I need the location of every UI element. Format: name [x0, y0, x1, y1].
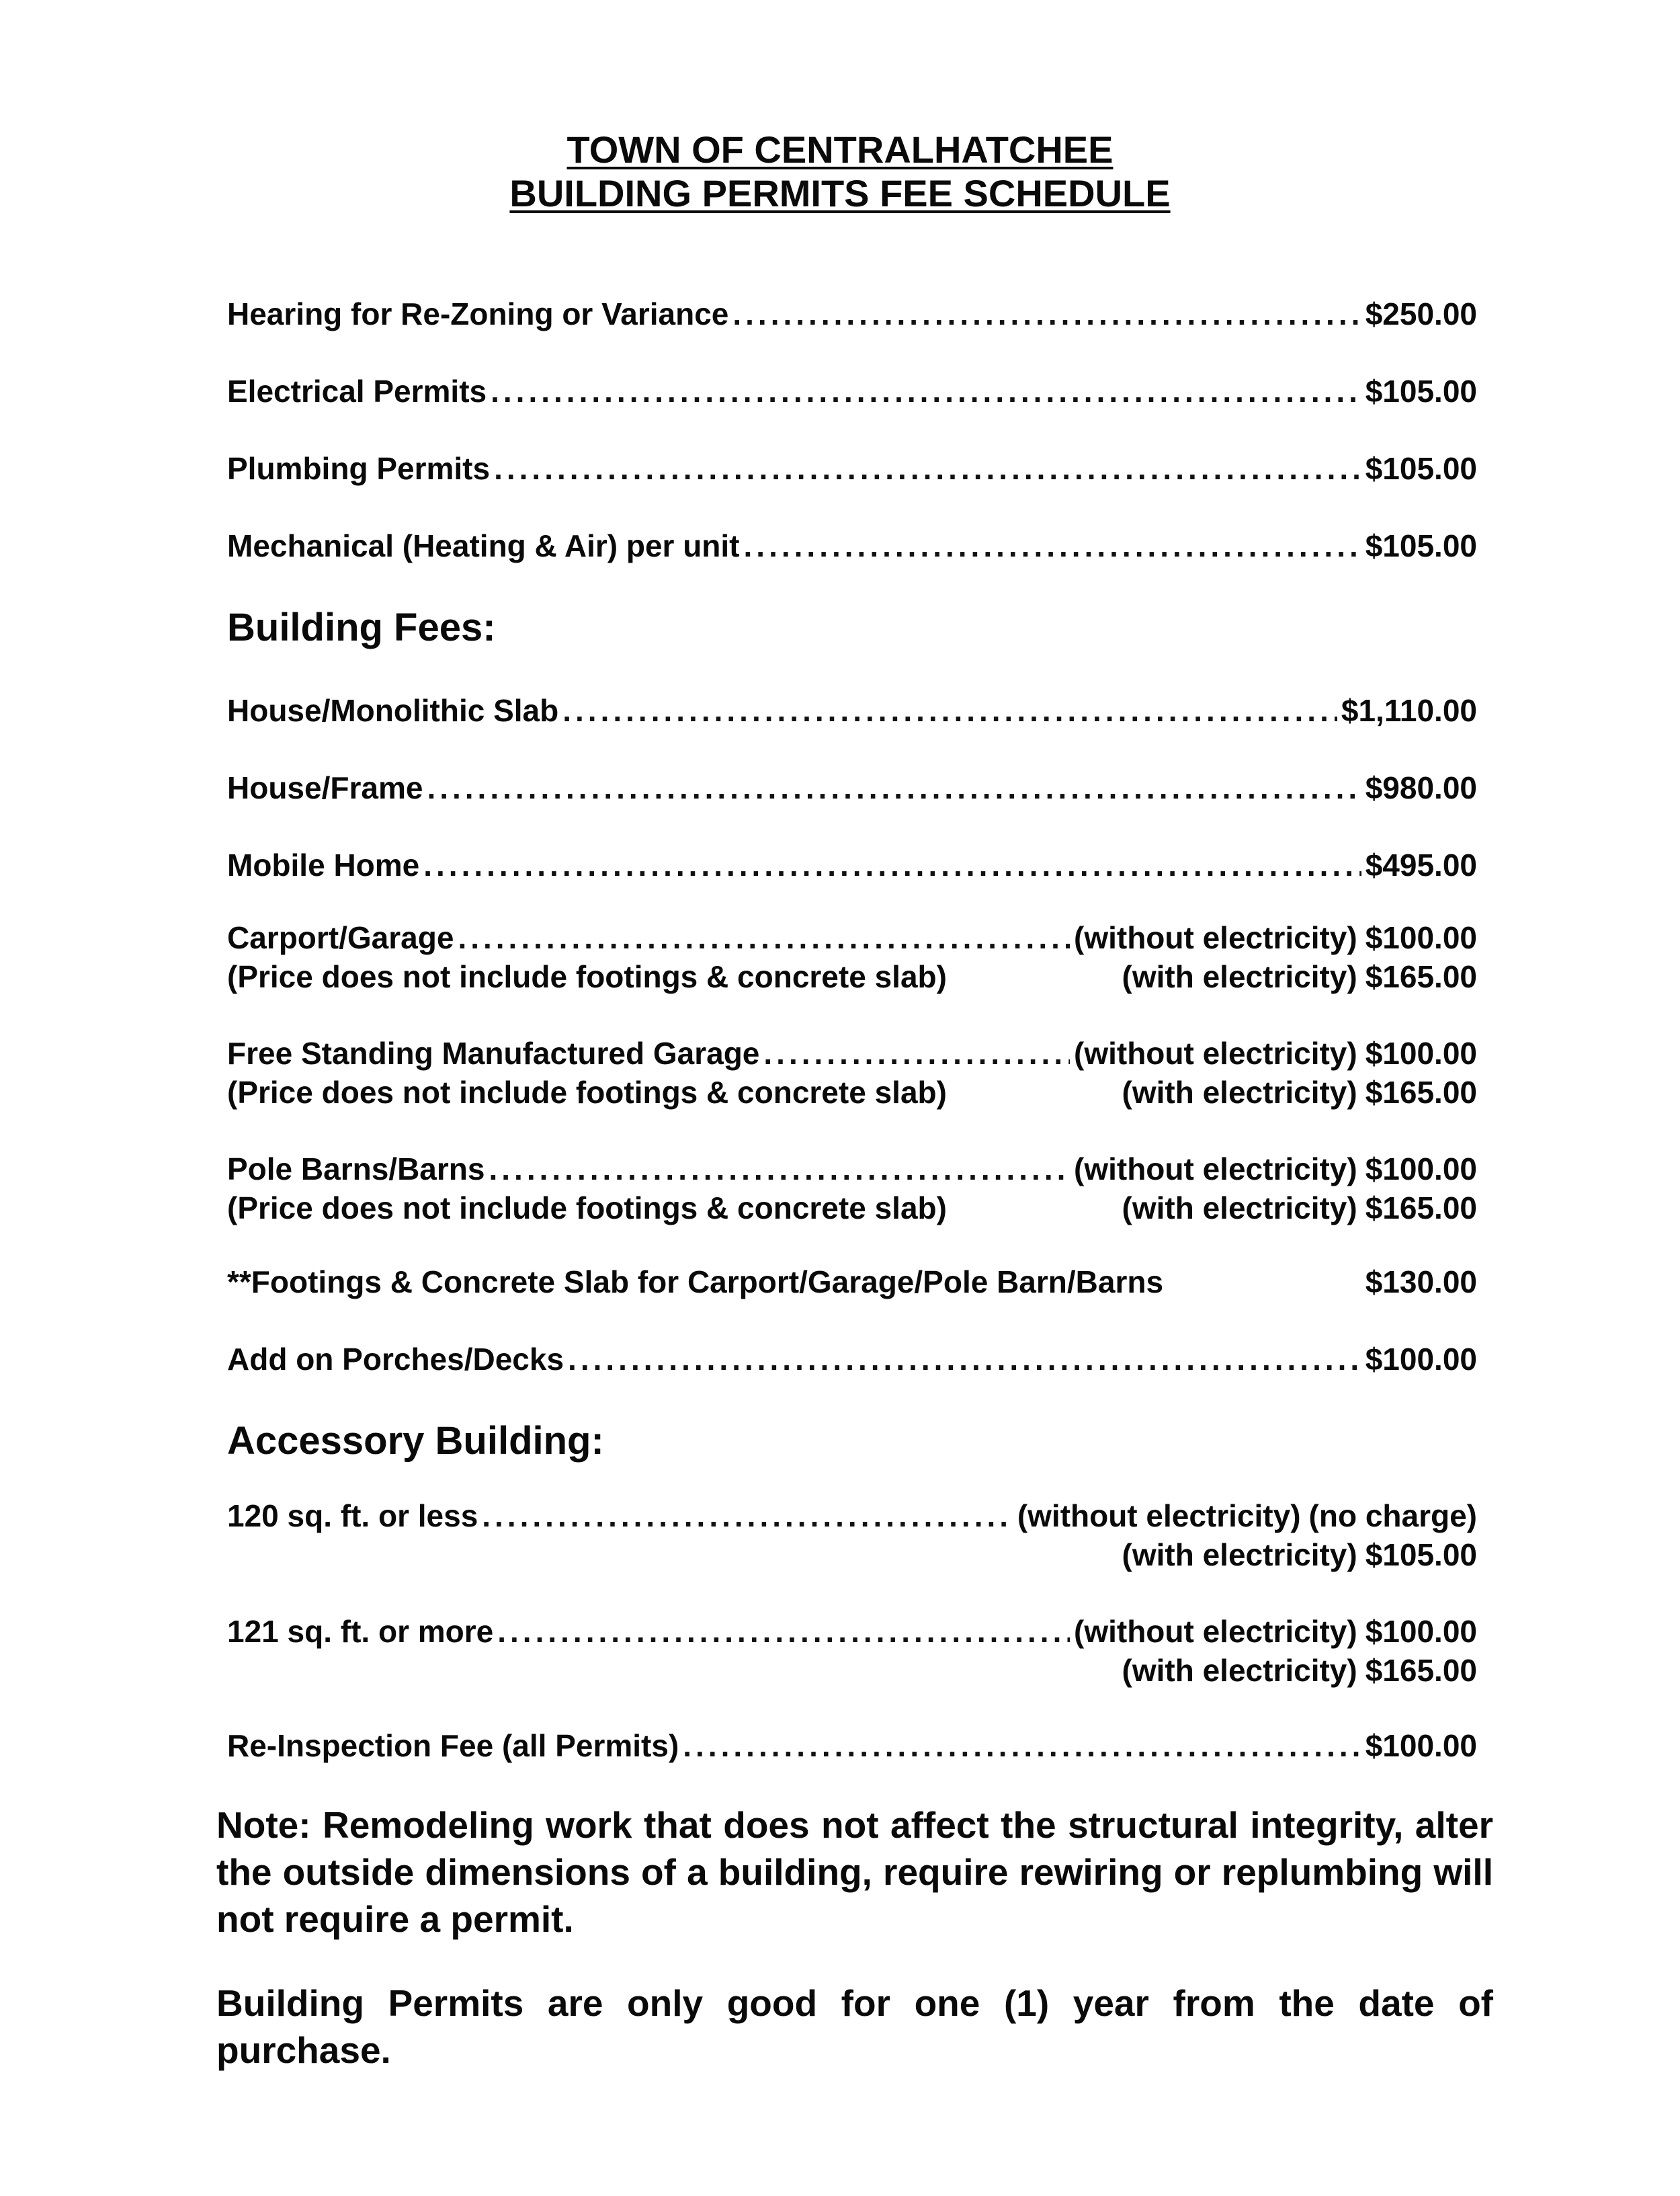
remodeling-note: Note: Remodeling work that does not affect the structural integrity, alter the outside dimensions of a building, require rewiring or replumbing will not require a permit. — [216, 1804, 1493, 1940]
fee-label: 121 sq. ft. or more — [227, 1614, 494, 1649]
condition-label: (without electricity) — [1074, 1151, 1357, 1186]
dot-leader — [458, 920, 1070, 956]
fee-amount: $105.00 — [1365, 451, 1477, 486]
condition-label: (with electricity) — [1122, 1653, 1357, 1688]
fee-amount: $165.00 — [1365, 1075, 1477, 1110]
accessory-building-heading: Accessory Building: — [227, 1419, 604, 1463]
fee-amount: (no charge) — [1308, 1498, 1477, 1533]
dot-leader — [562, 692, 1337, 729]
fee-amount: $100.00 — [1365, 1036, 1477, 1071]
fee-note: (Price does not include footings & concrete slab) — [227, 1075, 947, 1110]
fee-label: Add on Porches/Decks — [227, 1342, 564, 1377]
fee-amount: $980.00 — [1365, 770, 1477, 805]
dot-leader — [489, 1151, 1070, 1187]
fee-amount: $1,110.00 — [1341, 693, 1477, 728]
fee-amount: $165.00 — [1365, 959, 1477, 994]
fee-note: (Price does not include footings & concrete slab) — [227, 1190, 947, 1225]
page-title-town: TOWN OF CENTRALHATCHEE — [566, 128, 1114, 171]
dot-leader — [497, 1613, 1070, 1650]
fee-amount: $165.00 — [1365, 1653, 1477, 1688]
fee-amount: $165.00 — [1365, 1190, 1477, 1225]
fee-amount: $250.00 — [1365, 296, 1477, 331]
condition-label: (with electricity) — [1122, 959, 1357, 994]
fee-row-house-frame — [227, 770, 1477, 809]
fee-row-footings — [227, 1264, 1477, 1303]
fee-row-reinspection — [227, 1727, 1477, 1766]
fee-label: Mobile Home — [227, 848, 420, 883]
condition-label: (with electricity) — [1122, 1075, 1357, 1110]
fee-amount: $495.00 — [1365, 848, 1477, 883]
fee-label: Electrical Permits — [227, 374, 487, 409]
fee-amount: $105.00 — [1365, 1537, 1477, 1572]
fee-row-manufactured-garage — [227, 1035, 1477, 1113]
permit-validity-note: Building Permits are only good for one (1) year from the date of purchase. — [216, 1982, 1493, 2071]
fee-row-mobile-home — [227, 847, 1477, 886]
fee-label: House/Frame — [227, 770, 423, 805]
dot-leader — [568, 1341, 1361, 1377]
condition-label: (with electricity) — [1122, 1537, 1357, 1572]
fee-amount: $100.00 — [1365, 920, 1477, 955]
fee-row-electrical — [227, 373, 1477, 412]
fee-label: House/Monolithic Slab — [227, 693, 559, 728]
fee-amount: $100.00 — [1365, 1614, 1477, 1649]
fee-row-porches — [227, 1341, 1477, 1380]
condition-label: (with electricity) — [1122, 1190, 1357, 1225]
fee-label: Free Standing Manufactured Garage — [227, 1036, 760, 1071]
dot-leader — [763, 1035, 1070, 1071]
fee-row-plumbing — [227, 450, 1477, 489]
dot-leader — [491, 373, 1361, 409]
dot-leader — [482, 1498, 1013, 1534]
fee-amount: $130.00 — [1365, 1264, 1477, 1299]
fee-amount: $100.00 — [1365, 1728, 1477, 1763]
fee-label: Mechanical (Heating & Air) per unit — [227, 528, 740, 563]
dot-leader — [744, 528, 1361, 564]
fee-row-pole-barns — [227, 1151, 1477, 1229]
fee-label: Re-Inspection Fee (all Permits) — [227, 1728, 679, 1763]
fee-row-accessory-large — [227, 1613, 1477, 1691]
fee-label: **Footings & Concrete Slab for Carport/Garage/Pole Barn/Barns — [227, 1264, 1164, 1299]
condition-label: (without electricity) — [1074, 1036, 1357, 1071]
fee-amount: $105.00 — [1365, 374, 1477, 409]
dot-leader — [683, 1727, 1361, 1764]
fee-label: Pole Barns/Barns — [227, 1151, 485, 1186]
fee-label: Plumbing Permits — [227, 451, 491, 486]
fee-row-mechanical — [227, 528, 1477, 567]
fee-row-hearing — [227, 296, 1477, 335]
fee-row-accessory-small — [227, 1498, 1477, 1576]
dot-leader — [423, 847, 1361, 883]
dot-leader — [732, 296, 1361, 332]
building-fees-heading: Building Fees: — [227, 606, 496, 649]
fee-amount: $100.00 — [1365, 1342, 1477, 1377]
fee-label: 120 sq. ft. or less — [227, 1498, 478, 1533]
fee-row-carport-garage — [227, 920, 1477, 998]
fee-note: (Price does not include footings & concrete slab) — [227, 959, 947, 994]
page-title-schedule: BUILDING PERMITS FEE SCHEDULE — [509, 172, 1171, 214]
fee-label: Carport/Garage — [227, 920, 454, 955]
fee-amount: $100.00 — [1365, 1151, 1477, 1186]
condition-label: (without electricity) — [1074, 920, 1357, 955]
fee-label: Hearing for Re-Zoning or Variance — [227, 296, 729, 331]
condition-label: (without electricity) — [1074, 1614, 1357, 1649]
fee-amount: $105.00 — [1365, 528, 1477, 563]
dot-leader — [494, 450, 1361, 487]
dot-leader — [427, 770, 1361, 806]
fee-row-monolithic-slab — [227, 692, 1477, 731]
condition-label: (without electricity) — [1017, 1498, 1301, 1533]
